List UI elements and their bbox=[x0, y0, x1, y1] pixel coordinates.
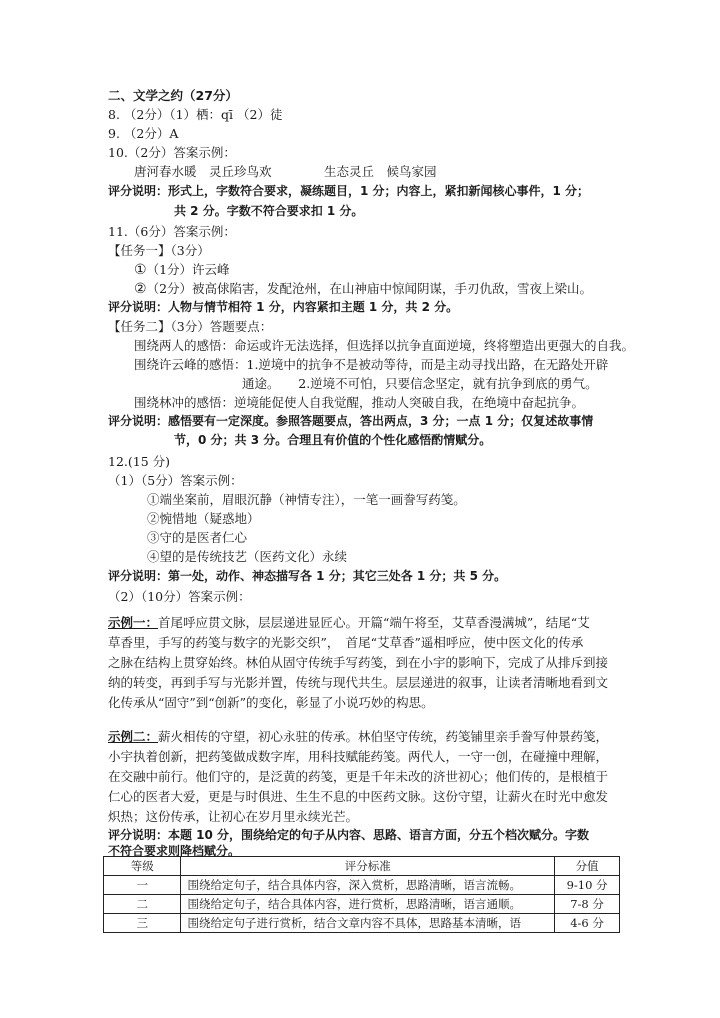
q12-part1-heading: （1）（5分）答案示例： bbox=[108, 473, 243, 488]
q11-task1-item1-text: （1分）许云峰 bbox=[146, 262, 230, 277]
circled-number-2: ② bbox=[134, 281, 147, 297]
answer-q9: 9. （2分）A bbox=[108, 126, 179, 141]
q12-heading: 12.(15 分) bbox=[108, 454, 171, 469]
q12-example1-line: 之脉在结构上贯穿始终。林伯从固守传统手写药笺，到在小宇的影响下，完成了从排斥到接 bbox=[108, 655, 609, 670]
q10-example-b: 生态灵丘 候鸟家园 bbox=[324, 164, 437, 179]
q10-example-a: 唐河春水暖 灵丘珍鸟欢 bbox=[134, 164, 272, 179]
q11-task2-point-xu-line1: 围绕许云峰的感悟：1.逆境中的抗争不是被动等待，而是主动寻找出路，在无路处开辟 bbox=[134, 357, 609, 372]
cell-points: 7-8 分 bbox=[555, 895, 620, 914]
q10-scoring-note-line2: 共 2 分。字数不符合要求扣 1 分。 bbox=[174, 204, 364, 218]
cell-points: 4-6 分 bbox=[555, 914, 620, 933]
cell-level: 二 bbox=[104, 895, 181, 914]
q12-part1-scoring-note: 评分说明：第一处，动作、神态描写各 1 分；其它三处各 1 分；共 5 分。 bbox=[108, 569, 507, 583]
q12-example2-line: 炽热；这份传承，让初心在岁月里永续光芒。 bbox=[108, 809, 359, 824]
q10-heading: 10.（2分）答案示例： bbox=[108, 145, 236, 160]
example2-label: 示例二： bbox=[108, 729, 159, 744]
column-header-points: 分值 bbox=[555, 857, 620, 876]
q12-part2-scoring-note-line2: 不符合要求则降档赋分。 bbox=[108, 844, 241, 858]
q11-task2-scoring-note-line1: 评分说明：感悟要有一定深度。参照答题要点，答出两点，3 分；一点 1 分；仅复述故事情 bbox=[108, 414, 594, 428]
cell-points: 9-10 分 bbox=[555, 876, 620, 895]
q11-task2-point-xu-line2: 通途。 2.逆境不可怕，只要信念坚定，就有抗争到底的勇气。 bbox=[242, 376, 598, 391]
q12-part2-heading: （2）（10分）答案示例： bbox=[108, 589, 251, 604]
q11-heading: 11.（6分）答案示例： bbox=[108, 224, 236, 239]
cell-level: 三 bbox=[104, 914, 181, 933]
table-row bbox=[104, 914, 620, 933]
q12-example2-line: 在交融中前行。他们守的，是泛黄的药笺，更是千年未改的济世初心；他们传的，是根植于 bbox=[108, 769, 609, 784]
q12-example2-line: 仁心的医者大爱，更是与时俱进、生生不息的中医药文脉。这份守望，让薪火在时光中愈发 bbox=[108, 789, 609, 804]
q11-task2-point-lin: 围绕林冲的感悟：逆境能促使人自我觉醒，推动人突破自我，在绝境中奋起抗争。 bbox=[134, 395, 585, 410]
answer-q8: 8. （2分）（1）栖：qī （2）徒 bbox=[108, 107, 283, 122]
q11-task2-point-both: 围绕两人的感悟：命运或许无法选择，但选择以抗争直面逆境，终将塑造出更强大的自我。 bbox=[134, 338, 635, 353]
q11-task1-item1 bbox=[134, 260, 230, 280]
q11-task1-item2-text: （2分）被高俅陷害，发配沧州，在山神庙中惊闻阴谋，手刃仇敌，雪夜上梁山。 bbox=[146, 281, 593, 296]
q12-part1-item: ④望的是传统技艺（医药文化）永续 bbox=[147, 549, 348, 564]
q12-example1-line: 纳的转变，再到手写与光影并置，传统与现代共生。层层递进的叙事，让读者清晰地看到文 bbox=[108, 675, 609, 690]
section-title: 二、文学之约（27分） bbox=[108, 88, 238, 103]
cell-level: 一 bbox=[104, 876, 181, 895]
q11-task1-scoring-note: 评分说明：人物与情节相符 1 分，内容紧扣主题 1 分，共 2 分。 bbox=[108, 300, 459, 314]
scoring-table bbox=[103, 856, 620, 933]
table-row bbox=[104, 876, 620, 895]
table-header-row bbox=[104, 857, 620, 876]
cell-criteria: 围绕给定句子，结合具体内容，深入赏析，思路清晰，语言流畅。 bbox=[181, 876, 555, 895]
circled-number-1: ① bbox=[134, 262, 147, 278]
q12-example1-line: 化传承从“固守”到“创新”的变化，彰显了小说巧妙的构思。 bbox=[108, 695, 434, 710]
example1-label: 示例一： bbox=[108, 615, 159, 630]
q11-task2-heading: 【任务二】（3分）答题要点： bbox=[108, 319, 273, 334]
q12-example2-line: 小宇执着创新，把药笺做成数字库，用科技赋能药笺。两代人，一守一创，在碰撞中理解， bbox=[108, 749, 609, 764]
cell-criteria: 围绕给定句子，结合具体内容，进行赏析，思路清晰，语言通顺。 bbox=[181, 895, 555, 914]
q12-part1-item: ①端坐案前，眉眼沉静（神情专注），一笔一画誊写药笺。 bbox=[147, 492, 466, 507]
q11-task2-scoring-note-line2: 节，0 分；共 3 分。合理且有价值的个性化感悟酌情赋分。 bbox=[174, 433, 492, 447]
cell-criteria: 围绕给定句子进行赏析，结合文章内容不具体，思路基本清晰，语 bbox=[181, 914, 555, 933]
example1-text: 首尾呼应贯文脉，层层递进显匠心。开篇“端午将至，艾草香漫满城”，结尾“艾 bbox=[158, 615, 590, 630]
example2-text: 薪火相传的守望，初心永驻的传承。林伯坚守传统，药笺铺里亲手誊写仲景药笺， bbox=[158, 729, 609, 744]
table-row bbox=[104, 895, 620, 914]
q11-task1-heading: 【任务一】（3分） bbox=[108, 243, 210, 258]
q10-scoring-note-line1: 评分说明：形式上，字数符合要求，凝练题目，1 分；内容上，紧扣新闻核心事件，1 分； bbox=[108, 184, 590, 198]
q12-part2-scoring-note-line1: 评分说明：本题 10 分，围绕给定的句子从内容、思路、语言方面，分五个档次赋分。字数 bbox=[108, 828, 590, 842]
q12-example1-line: 草香里，手写的药笺与数字的光影交织”， 首尾“艾草香”遥相呼应，使中医文化的传承 bbox=[108, 635, 584, 650]
q12-example1-line bbox=[108, 613, 616, 632]
column-header-level: 等级 bbox=[104, 857, 181, 876]
q11-task1-item2 bbox=[134, 279, 592, 299]
q12-part1-item: ③守的是医者仁心 bbox=[147, 530, 248, 545]
q12-example2-line bbox=[108, 727, 608, 746]
column-header-criteria: 评分标准 bbox=[181, 857, 555, 876]
q12-part1-item: ②惋惜地（疑惑地） bbox=[147, 511, 260, 526]
